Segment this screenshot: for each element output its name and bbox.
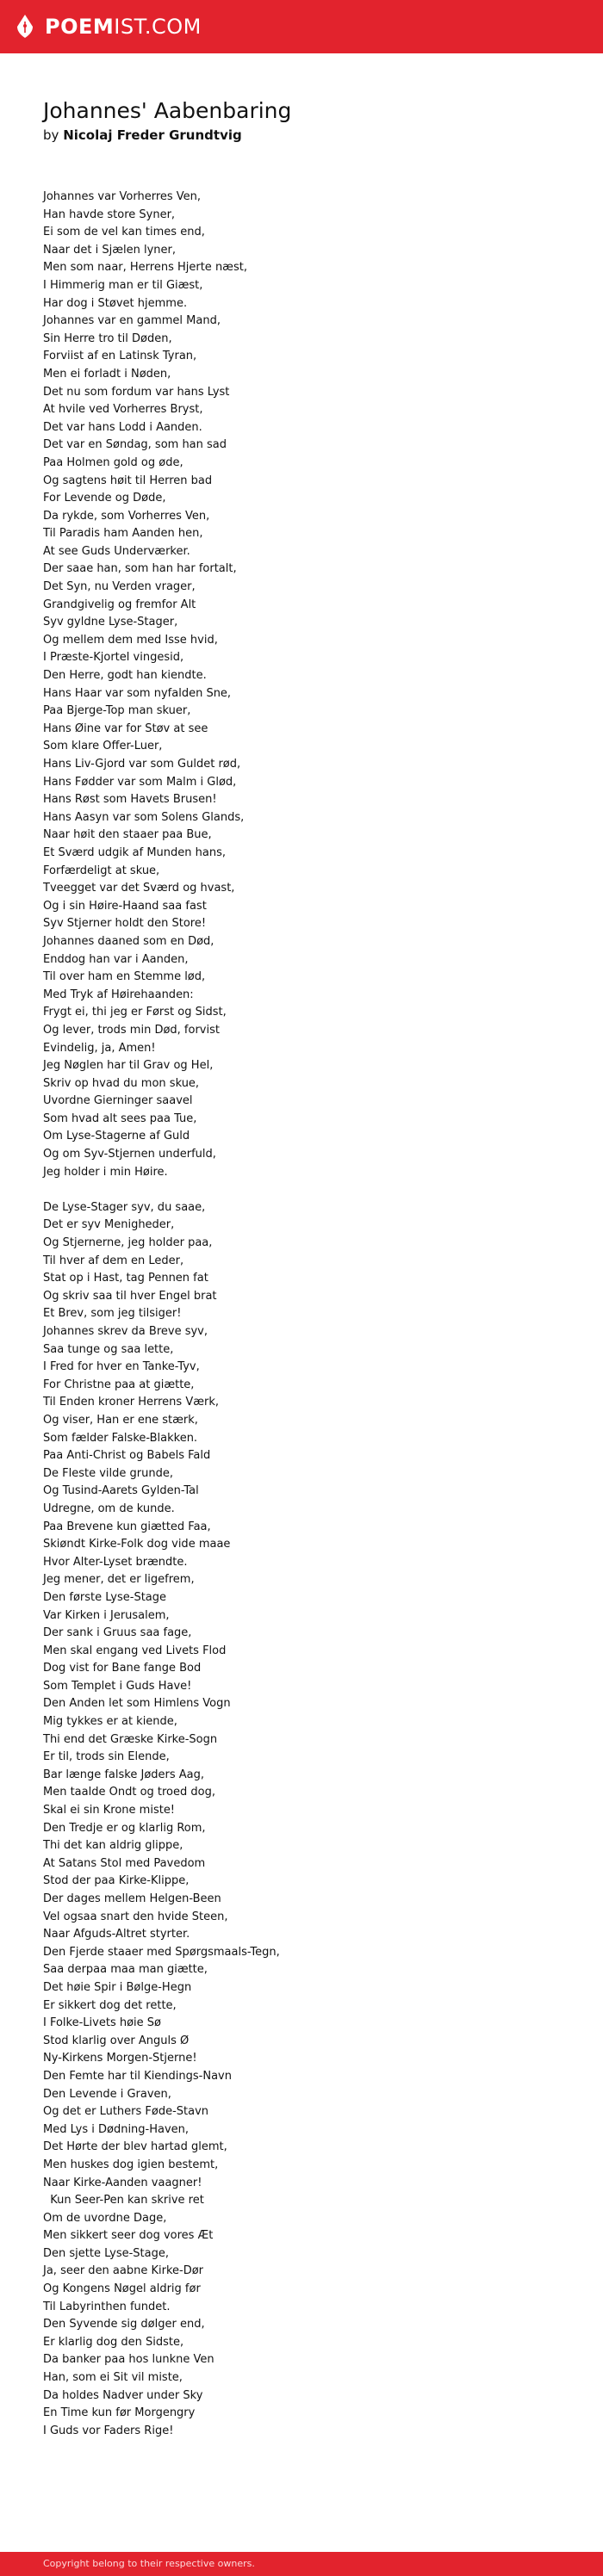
poem-line: Er klarlig dog den Sidste, (43, 2335, 184, 2349)
top-bar (0, 0, 603, 53)
copyright-text: Copyright belong to their respective owners. (43, 2558, 255, 2569)
poem-line: Det var en Søndag, som han sad (43, 438, 227, 452)
poem-line: Udregne, om de kunde. (43, 1502, 175, 1515)
poem-line: Da rykde, som Vorherres Ven, (43, 509, 210, 523)
poem-line: Med Tryk af Høirehaanden: (43, 988, 194, 1001)
poem-line: Og lever, trods min Død, forvist (43, 1023, 220, 1037)
poem-line: Som Templet i Guds Have! (43, 1679, 192, 1693)
poem-line: Jeg mener, det er ligefrem, (43, 1573, 195, 1587)
poem-line: Er sikkert dog det rette, (43, 1998, 177, 2012)
poem-body (43, 189, 560, 2440)
poem-line: Jeg holder i min Høire. (43, 1165, 168, 1179)
poem-line: Kun Seer-Pen kan skrive ret (43, 2194, 204, 2208)
poem-line: Johannes var Vorherres Ven, (43, 190, 202, 203)
poem-line: Og Tusind-Aarets Gylden-Tal (43, 1484, 199, 1498)
poem-line: Evindelig, ja, Amen! (43, 1041, 156, 1055)
poem-line: Naar Afguds-Altret styrter. (43, 1928, 190, 1941)
poem-line: Skal ei sin Krone miste! (43, 1804, 176, 1817)
poem-line: Thi end det Græske Kirke-Sogn (43, 1732, 218, 1746)
site-logo[interactable] (16, 12, 202, 41)
poem-line: Den Herre, godt han kiendte. (43, 669, 207, 683)
poem-line: Men som naar, Herrens Hjerte næst, (43, 261, 247, 275)
poem-line: Jeg Nøglen har til Grav og Hel, (43, 1059, 214, 1073)
poem-line: Naar det i Sjælen lyner, (43, 243, 176, 257)
poem-line: I Guds vor Faders Rige! (43, 2424, 174, 2437)
poem-line: Som hvad alt sees paa Tue, (43, 1112, 197, 1125)
poem-line: Stod der paa Kirke-Klippe, (43, 1874, 190, 1888)
poem-line: Tveegget var det Sværd og hvast, (43, 882, 235, 895)
poem-line: Skriv op hvad du mon skue, (43, 1076, 200, 1090)
poem-line: I Præste-Kjortel vingesid, (43, 651, 184, 665)
poem-line: Den Syvende sig dølger end, (43, 2318, 205, 2331)
poem-line: Hans Haar var som nyfalden Sne, (43, 686, 232, 700)
poem-line: Mig tykkes er at kiende, (43, 1715, 177, 1729)
poem-line: Dog vist for Bane fange Bod (43, 1662, 202, 1675)
poem-line: Til Paradis ham Aanden hen, (43, 527, 203, 541)
poem-line: Ei som de vel kan times end, (43, 226, 205, 239)
poem-line: Frygt ei, thi jeg er Først og Sidst, (43, 1006, 227, 1019)
poem-line: Og Stjernerne, jeg holder paa, (43, 1236, 213, 1250)
poem-line: Johannes var en gammel Mand, (43, 314, 221, 328)
poem-line: Men skal engang ved Livets Flod (43, 1644, 227, 1657)
poem-line: Thi det kan aldrig glippe, (43, 1839, 183, 1853)
poem-line: Saa tunge og saa lette, (43, 1342, 174, 1356)
poem-line: Den Fjerde staaer med Spørgsmaals-Tegn, (43, 1945, 280, 1959)
poem-line: I Fred for hver en Tanke-Tyv, (43, 1360, 200, 1374)
poem-line: Naar høit den staaer paa Bue, (43, 828, 212, 842)
poem-line: En Time kun før Morgengry (43, 2406, 196, 2420)
poem-line: Til hver af dem en Leder, (43, 1254, 184, 1267)
poem-line: Han havde store Syner, (43, 207, 176, 221)
poem-line: Det Syn, nu Verden vrager, (43, 580, 196, 594)
poem-line: Et Sværd udgik af Munden hans, (43, 845, 227, 859)
poem-line: Paa Brevene kun giætted Faa, (43, 1520, 211, 1533)
poem-line: Og viser, Han er ene stærk, (43, 1413, 198, 1427)
poem-line: For Levende og Døde, (43, 492, 166, 505)
poem-line: Det høie Spir i Bølge-Hegn (43, 1980, 192, 1994)
poem-line: Hans Liv-Gjord var som Guldet rød, (43, 758, 241, 771)
poem-line: Johannes daaned som en Død, (43, 934, 214, 948)
poem-line: Til Enden kroner Herrens Værk, (43, 1396, 219, 1409)
poem-line: Forfærdeligt at skue, (43, 864, 160, 877)
poem-line: Syv Stjerner holdt den Store! (43, 917, 207, 931)
poem-line: Vel ogsaa snart den hvide Steen, (43, 1910, 228, 1923)
logo-text: POEMIST.COM (45, 15, 202, 39)
poem-line: Da holdes Nadver under Sky (43, 2388, 203, 2402)
poem-line: For Christne paa at giætte, (43, 1378, 195, 1391)
poem-line: Ny-Kirkens Morgen-Stjerne! (43, 2052, 197, 2065)
poem-line: Johannes skrev da Breve syv, (43, 1325, 208, 1338)
poem-line: Forviist af en Latinsk Tyran, (43, 350, 197, 363)
poem-line: Den første Lyse-Stage (43, 1590, 167, 1604)
poem-line: Grandgivelig og fremfor Alt (43, 598, 196, 611)
poem-content (43, 96, 560, 2458)
poem-line: Og sagtens høit til Herren bad (43, 474, 213, 487)
poem-line: Der saae han, som han har fortalt, (43, 562, 237, 576)
poem-line: Bar længe falske Jøders Aag, (43, 1768, 205, 1781)
poem-line: De Fleste vilde grunde, (43, 1466, 173, 1480)
poem-line: Uvordne Gierninger saavel (43, 1094, 193, 1108)
byline (43, 126, 560, 145)
poem-line: Hvor Alter-Lyset brændte. (43, 1555, 188, 1569)
quill-nib-icon (16, 14, 34, 40)
poem-line: Men huskes dog igien bestemt, (43, 2158, 219, 2171)
poem-line: De Lyse-Stager syv, du saae, (43, 1200, 206, 1214)
poem-line: Paa Holmen gold og øde, (43, 455, 183, 469)
poem-line: Men sikkert seer dog vores Æt (43, 2229, 214, 2243)
poem-line: Og Kongens Nøgel aldrig før (43, 2282, 201, 2296)
poem-line: I Folke-Livets høie Sø (43, 2016, 161, 2030)
poem-line: Der dages mellem Helgen-Been (43, 1892, 221, 1905)
poem-line: Saa derpaa maa man giætte, (43, 1963, 208, 1977)
poem-line: Stat op i Hast, tag Pennen fat (43, 1272, 208, 1285)
poem-line: Hans Fødder var som Malm i Glød, (43, 775, 237, 789)
author-link[interactable]: Nicolaj Freder Grundtvig (63, 127, 242, 143)
poem-line: Enddog han var i Aanden, (43, 952, 189, 966)
byline-by: by (43, 127, 59, 143)
poem-line: Det Hørte der blev hartad glemt, (43, 2140, 227, 2154)
poem-line: Et Brev, som jeg tilsiger! (43, 1307, 182, 1321)
poem-stanza (43, 189, 560, 1181)
poem-line: Det var hans Lodd i Aanden. (43, 420, 202, 434)
poem-line: Og om Syv-Stjernen underfuld, (43, 1148, 216, 1161)
footer (0, 2552, 603, 2576)
poem-line: Der sank i Gruus saa fage, (43, 1626, 192, 1640)
poem-line: Om de uvordne Dage, (43, 2211, 167, 2225)
poem-line: Paa Bjerge-Top man skuer, (43, 704, 191, 718)
poem-line: Den Femte har til Kiendings-Navn (43, 2069, 232, 2083)
poem-line: At Satans Stol med Pavedom (43, 1856, 206, 1870)
poem-line: Hans Øine var for Støv at see (43, 721, 208, 735)
poem-line: Har dog i Støvet hjemme. (43, 296, 188, 310)
poem-line: Er til, trods sin Elende, (43, 1750, 170, 1764)
poem-line: Med Lys i Dødning-Haven, (43, 2122, 190, 2136)
poem-line: Den Anden let som Himlens Vogn (43, 1697, 231, 1711)
poem-line: Skiøndt Kirke-Folk dog vide maae (43, 1538, 231, 1551)
poem-line: Den sjette Lyse-Stage, (43, 2246, 169, 2260)
poem-line: Til over ham en Stemme lød, (43, 970, 206, 984)
poem-line: I Himmerig man er til Giæst, (43, 278, 203, 292)
poem-line: At see Guds Underværker. (43, 544, 190, 558)
poem-line: Paa Anti-Christ og Babels Fald (43, 1449, 211, 1463)
poem-line: Den Levende i Graven, (43, 2087, 171, 2101)
poem-line: Som klare Offer-Luer, (43, 740, 163, 753)
poem-line: Naar Kirke-Aanden vaagner! (43, 2176, 202, 2189)
poem-line: Og mellem dem med Isse hvid, (43, 633, 218, 647)
poem-line: Da banker paa hos lunkne Ven (43, 2353, 214, 2367)
poem-line: Og i sin Høire-Haand saa fast (43, 899, 207, 913)
poem-line: Om Lyse-Stagerne af Guld (43, 1130, 190, 1143)
poem-line: Og det er Luthers Føde-Stavn (43, 2105, 209, 2119)
poem-line: Sin Herre tro til Døden, (43, 331, 172, 345)
poem-line: Det er syv Menigheder, (43, 1218, 175, 1232)
poem-line: Men ei forladt i Nøden, (43, 367, 171, 381)
poem-line: Til Labyrinthen fundet. (43, 2300, 171, 2313)
poem-line: Var Kirken i Jerusalem, (43, 1608, 170, 1622)
poem-line: Det nu som fordum var hans Lyst (43, 385, 230, 399)
poem-title: Johannes' Aabenbaring (43, 98, 292, 123)
poem-line: Han, som ei Sit vil miste, (43, 2371, 183, 2385)
poem-line: Syv gyldne Lyse-Stager, (43, 616, 178, 629)
poem-line: Ja, seer den aabne Kirke-Dør (43, 2264, 204, 2278)
poem-line: Den Tredje er og klarlig Rom, (43, 1821, 206, 1835)
poem-line: Hans Aasyn var som Solens Glands, (43, 810, 245, 824)
poem-line: Men taalde Ondt og troed dog, (43, 1786, 215, 1799)
poem-line: Som fælder Falske-Blakken. (43, 1431, 198, 1445)
poem-line: Hans Røst som Havets Brusen! (43, 793, 217, 807)
poem-line: Stod klarlig over Anguls Ø (43, 2034, 190, 2047)
poem-line: At hvile ved Vorherres Bryst, (43, 403, 203, 417)
poem-stanza (43, 1199, 560, 2441)
poem-line: Og skriv saa til hver Engel brat (43, 1289, 217, 1303)
